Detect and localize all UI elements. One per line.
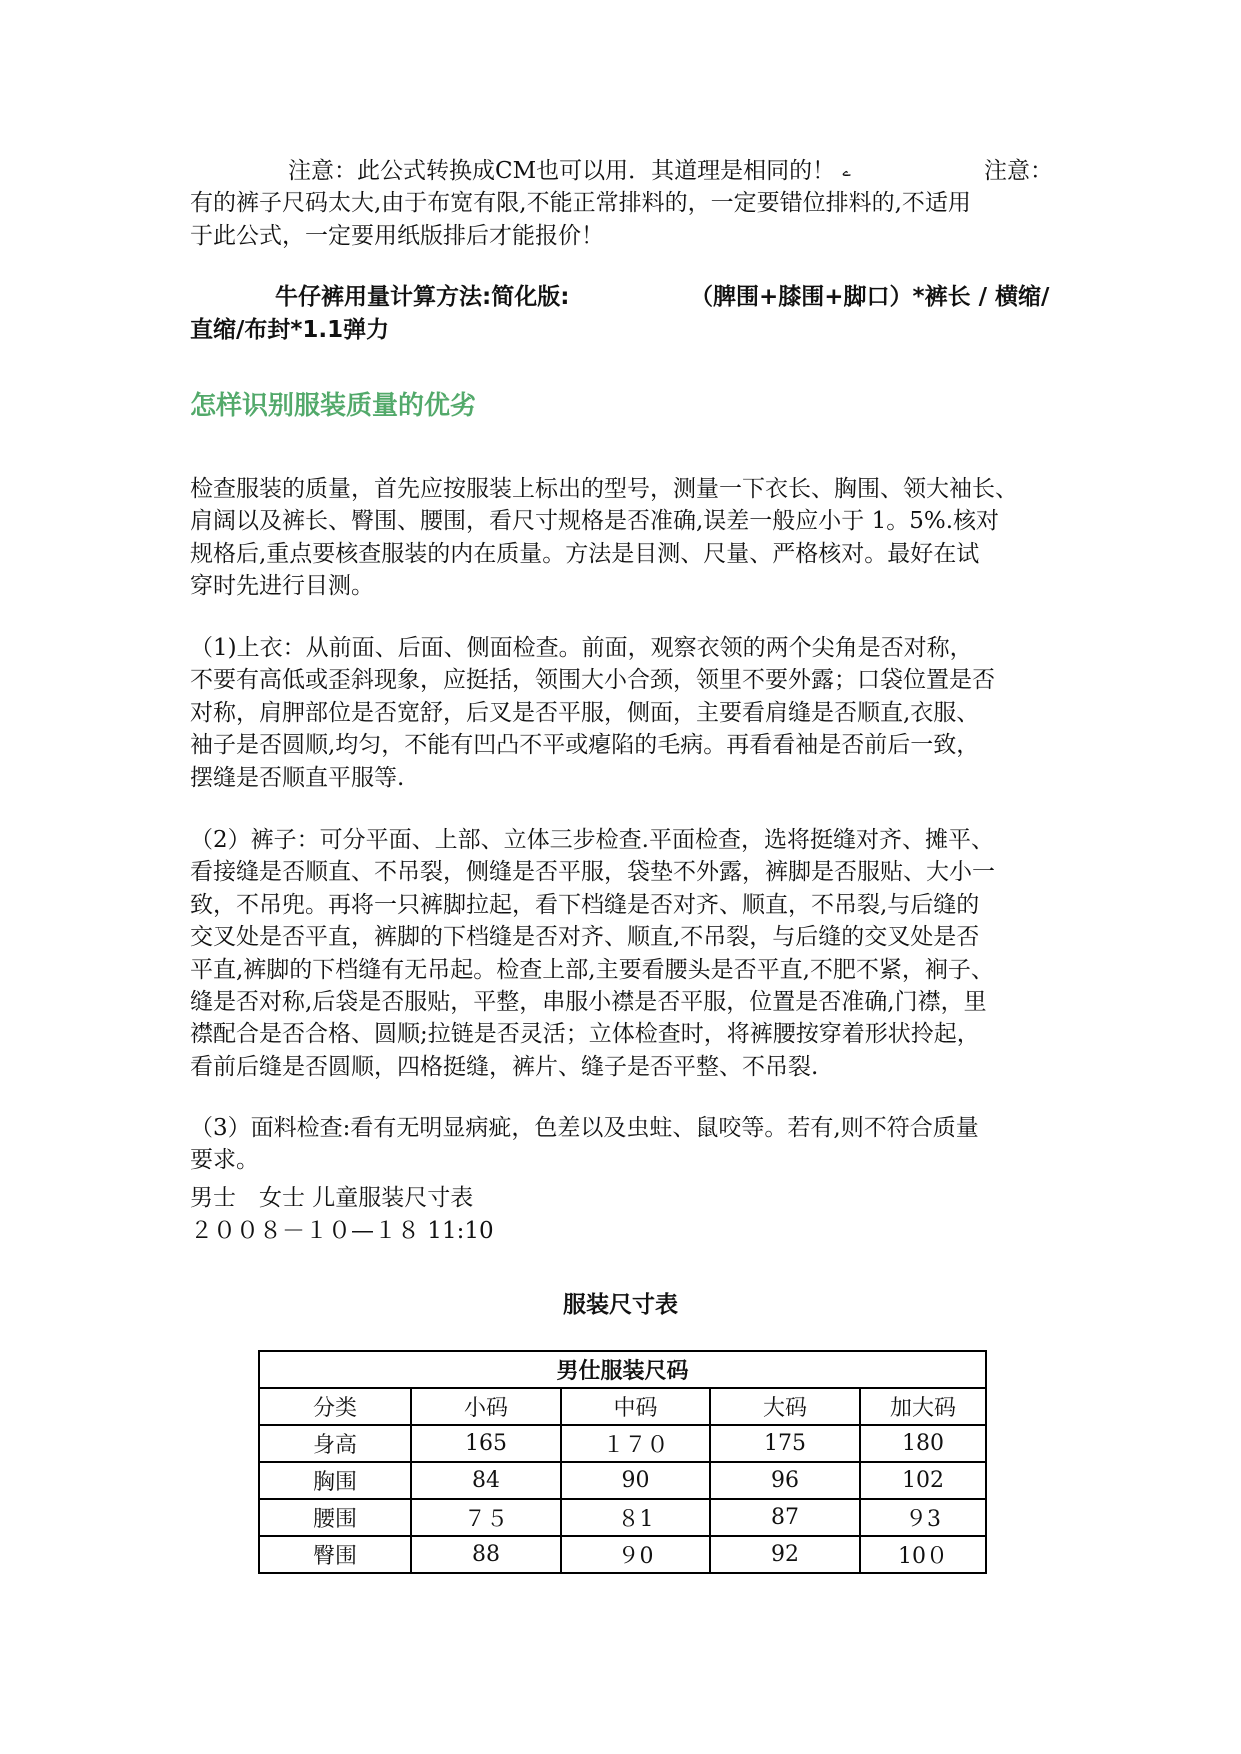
formula-label: 牛仔裤用量计算方法:简化版: xyxy=(275,284,570,310)
value-cell: 87 xyxy=(710,1499,860,1536)
value-cell: ９3 xyxy=(860,1499,986,1536)
value-cell: 90 xyxy=(561,1462,710,1499)
value-cell: ７５ xyxy=(411,1499,561,1536)
table-title: 服装尺寸表 xyxy=(563,1292,678,1318)
paragraph-line: 不要有高低或歪斜现象，应挺括，领围大小合颈，领里不要外露；口袋位置是否 xyxy=(190,667,995,694)
note-line-2: 有的裤子尺码太大,由于布宽有限,不能正常排料的，一定要错位排料的,不适用 xyxy=(190,190,971,216)
table-row xyxy=(259,1499,986,1536)
table-header-row xyxy=(259,1388,986,1425)
formula-line-2: 直缩/布封*1.1弹力 xyxy=(190,317,390,343)
row-label-cell: 臀围 xyxy=(259,1536,411,1573)
post-date: ２００８－１０—１８ 11:10 xyxy=(190,1218,494,1244)
value-cell: 92 xyxy=(710,1536,860,1573)
paragraph-line: 穿时先进行目测。 xyxy=(190,573,374,600)
note-line-1 xyxy=(288,157,851,186)
table-row xyxy=(259,1462,986,1499)
paragraph-line: （2）裤子：可分平面、上部、立体三步检查.平面检查，选将挺缝对齐、摊平、 xyxy=(190,827,994,853)
section-heading: 怎样识别服装质量的优劣 xyxy=(190,391,477,421)
value-cell: 175 xyxy=(710,1425,860,1462)
note-label: 注意： xyxy=(984,158,1053,184)
value-cell: 96 xyxy=(710,1462,860,1499)
value-cell: ８1 xyxy=(561,1499,710,1536)
value-cell: １７０ xyxy=(561,1425,710,1462)
paragraph-line: 看接缝是否顺直、不吊裂，侧缝是否平服，袋垫不外露，裤脚是否服贴、大小一 xyxy=(190,859,995,886)
paragraph-line: （1)上衣：从前面、后面、侧面检查。前面，观察衣领的两个尖角是否对称， xyxy=(190,635,973,661)
paragraph-line: 要求。 xyxy=(190,1147,259,1174)
header-cell: 中码 xyxy=(561,1388,710,1425)
paragraph-line: 摆缝是否顺直平服等. xyxy=(190,764,405,791)
header-cell: 小码 xyxy=(411,1388,561,1425)
size-table xyxy=(258,1350,987,1574)
paragraph-line: 襟配合是否合格、圆顺;拉链是否灵活；立体检查时，将裤腰按穿着形状拎起， xyxy=(190,1021,980,1048)
note-text: 注意：此公式转换成CM也可以用．其道理是相同的！ xyxy=(288,158,836,184)
table-row xyxy=(259,1425,986,1462)
post-title: 男士 女士 儿童服装尺寸表 xyxy=(190,1185,474,1211)
formula-expression: （脾围+膝围+脚口）*裤长 / 横缩/ xyxy=(690,284,1050,310)
header-cell: 分类 xyxy=(259,1388,411,1425)
paragraph-line: 致，不吊兜。再将一只裤脚拉起，看下档缝是否对齐、顺直，不吊裂,与后缝的 xyxy=(190,891,980,918)
note-line-3: 于此公式，一定要用纸版排后才能报价！ xyxy=(190,223,604,249)
row-label-cell: 胸围 xyxy=(259,1462,411,1499)
header-cell: 大码 xyxy=(710,1388,860,1425)
value-cell: 88 xyxy=(411,1536,561,1573)
anchor-mark-icon: ے xyxy=(842,164,851,180)
paragraph-line: 交叉处是否平直，裤脚的下档缝是否对齐、顺直,不吊裂，与后缝的交叉处是否 xyxy=(190,924,980,951)
row-label-cell: 身高 xyxy=(259,1425,411,1462)
value-cell: 165 xyxy=(411,1425,561,1462)
paragraph-line: 肩阔以及裤长、臀围、腰围，看尺寸规格是否准确,误差一般应小于 1。5%.核对 xyxy=(190,508,1000,535)
value-cell: 10０ xyxy=(860,1536,986,1573)
paragraph-line: 对称，肩胛部位是否宽舒，后叉是否平服，侧面，主要看肩缝是否顺直,衣服、 xyxy=(190,699,980,726)
paragraph-line: 缝是否对称,后袋是否服贴，平整，串服小襟是否平服，位置是否准确,门襟，里 xyxy=(190,989,987,1015)
paragraph-line: 规格后,重点要核查服装的内在质量。方法是目测、尺量、严格核对。最好在试 xyxy=(190,540,980,567)
value-cell: ９0 xyxy=(561,1536,710,1573)
paragraph-line: 检查服装的质量，首先应按服装上标出的型号，测量一下衣长、胸围、领大袖长、 xyxy=(190,476,1018,502)
value-cell: 102 xyxy=(860,1462,986,1499)
table-row xyxy=(259,1536,986,1573)
paragraph-line: （3）面料检查:看有无明显病疵，色差以及虫蛀、鼠咬等。若有,则不符合质量 xyxy=(190,1115,979,1141)
paragraph-line: 袖子是否圆顺,均匀，不能有凹凸不平或瘪陷的毛病。再看看袖是否前后一致， xyxy=(190,732,980,759)
value-cell: 84 xyxy=(411,1462,561,1499)
table-caption: 男仕服装尺码 xyxy=(259,1351,986,1388)
row-label-cell: 腰围 xyxy=(259,1499,411,1536)
value-cell: 180 xyxy=(860,1425,986,1462)
header-cell: 加大码 xyxy=(860,1388,986,1425)
paragraph-line: 看前后缝是否圆顺，四格挺缝，裤片、缝子是否平整、不吊裂. xyxy=(190,1053,819,1080)
paragraph-line: 平直,裤脚的下档缝有无吊起。检查上部,主要看腰头是否平直,不肥不紧，裥子、 xyxy=(190,956,994,983)
